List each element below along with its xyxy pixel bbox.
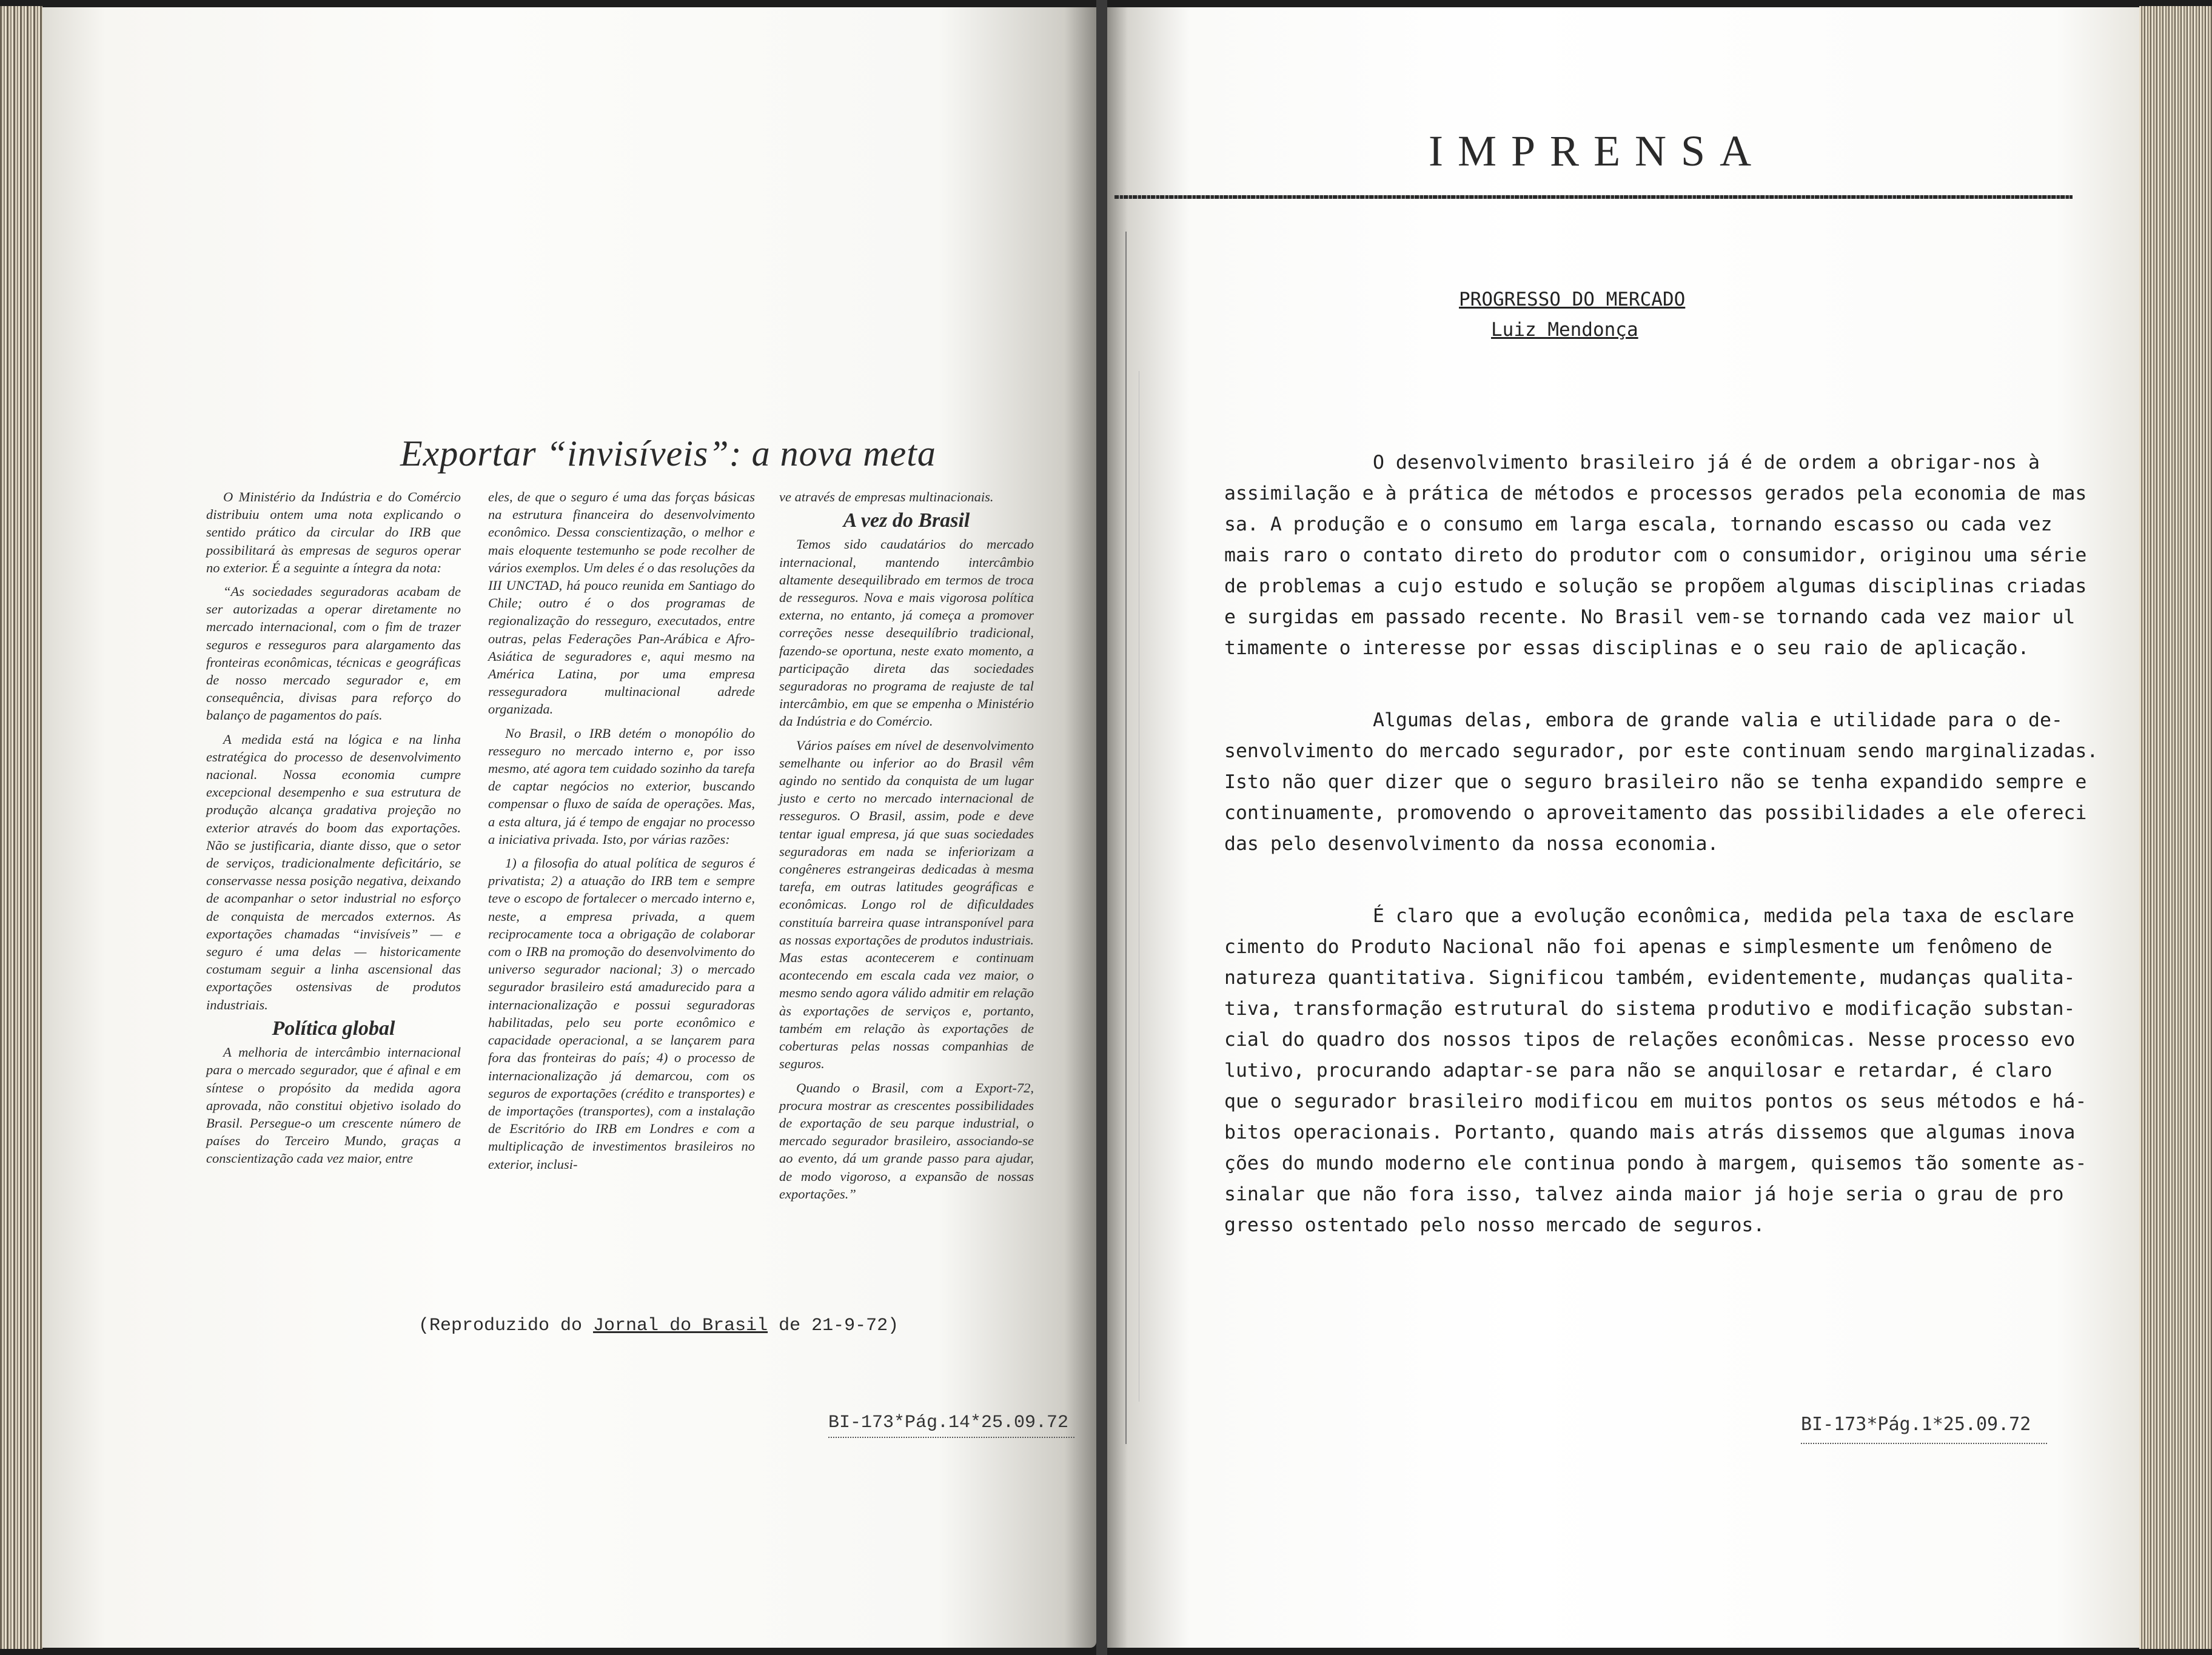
text-line: natureza quantitativa. Significou também, evidentemente, mudanças qualita-	[1224, 967, 2076, 989]
page-stack-left	[0, 6, 42, 1649]
book-gutter	[1096, 0, 1107, 1655]
source-note-prefix: (Reproduzido do	[418, 1316, 594, 1336]
margin-line	[1125, 232, 1127, 1444]
text-line: cial do quadro dos nossos tipos de relações econômicas. Nesse processo evo	[1224, 1029, 2076, 1051]
section-header: IMPRENSA	[1429, 127, 1766, 175]
text-line: e surgidas em passado recente. No Brasil vem-se tornando cada vez maior ul	[1224, 606, 2076, 628]
text-line: timamente o interesse por essas disciplinas e o seu raio de aplicação.	[1224, 637, 2029, 659]
paragraph: Quando o Brasil, com a Export-72, procura mostrar as crescentes possibilidades de exportação de seu parque industrial, o mercado segurador brasileiro, associando-se ao evento, dá um grande passo para ajudar, de modo vigoroso, a expansão de nossas exportações.”	[779, 1080, 1034, 1202]
paragraph: No Brasil, o IRB detém o monopólio do resseguro no mercado interno e, por isso mesmo, até agora tem cuidado sozinho da tarefa de captar negócios no exterior, buscando compensar o fluxo de saída de operações. Mas, a esta altura, já é tempo de engajar no processo a iniciativa privada. Isto, por várias razões:	[488, 725, 755, 847]
text-line: que o segurador brasileiro modificou em muitos pontos os seus métodos e há-	[1224, 1091, 2087, 1112]
text-line: cimento do Produto Nacional não foi apenas e simplesmente um fenômeno de	[1224, 936, 2053, 958]
left-page	[42, 7, 1096, 1648]
column-1	[206, 488, 461, 1174]
paragraph: Vários países em nível de desenvolvimento semelhante ou inferior ao do Brasil vêm agindo no sentido da conquista de um lugar justo e certo no mercado internacional de resseguros. O Brasil, assim, pode e deve tentar igual empresa, já que suas sociedades seguradoras em nada se inferiorizam a congêneres estrangeiras dedicadas à mesma tarefa, em outras latitudes geográficas e econômicas. Longo rol de dificuldades constituía barreira quase intransponível para as nossas exportações de produtos industriais. Mas estas acontecerem e continuam acontecendo em escala cada vez maior, o mesmo sendo agora válido admitir em relação às exportações de serviços e, portanto, também em relação às exportações de coberturas pelas nossas companhias de seguros.	[779, 737, 1034, 1072]
text-line: É claro que a evolução econômica, medida pela taxa de esclare	[1373, 905, 2074, 927]
text-line: lutivo, procurando adaptar-se para não se anquilosar e retardar, é claro	[1224, 1060, 2053, 1082]
paragraph: Temos sido caudatários do mercado internacional, mantendo intercâmbio altamente desequilibrado em termos de troca de resseguros. Nova e mais vigorosa política externa, no entanto, já começa a promover correções nesse desequilíbrio tradicional, fazendo-se oportuna, neste exato momento, a participação direta das sociedades seguradoras no programa de reajuste de tal intercâmbio, em que se empenha o Ministério da Indústria e do Comércio.	[779, 537, 1034, 729]
text-line: gresso ostentado pelo nosso mercado de seguros.	[1224, 1214, 1765, 1236]
page-stack-right	[2139, 6, 2212, 1649]
article-title: Exportar “invisíveis”: a nova meta	[400, 433, 936, 473]
header-rule	[1114, 195, 2073, 199]
text-line: Isto não quer dizer que o seguro brasileiro não se tenha expandido sempre e	[1224, 771, 2087, 793]
text-line: mais raro o contato direto do produtor com o consumidor, originou uma série	[1224, 544, 2087, 566]
paragraph: 1) a filosofia do atual política de seguros é privatista; 2) a atuação do IRB tem e sempre teve o escopo de fortalecer o mercado interno e, neste, a empresa privada, a quem reciprocamente toca a obrigação de colaborar com o IRB na promoção do desenvolvimento do universo segurador nacional; 3) o mercado segurador brasileiro está amadurecido para a internacionalização e possui seguradoras habilitadas, pelo seu porte econômico e capacidade operacional, a se lançarem para fora das fronteiras do país; 4) o processo de internacionalização já demarcou, com os seguros de exportações (crédito e transportes) e de importações (transportes), com a instalação de Escritório do IRB em Londres e com a multiplicação de investimentos brasileiros no exterior, inclusi-	[488, 855, 755, 1172]
footer-rule	[1801, 1443, 2047, 1444]
article-title: PROGRESSO DO MERCADO	[1459, 289, 1686, 310]
text-line: Algumas delas, embora de grande valia e utilidade para o de-	[1373, 709, 2063, 731]
text-line: ções do mundo moderno ele continua pondo à margem, quisemos tão somente as-	[1224, 1152, 2087, 1174]
section-heading: Política global	[272, 1017, 395, 1040]
text-line: de problemas a cujo estudo e solução se propõem algumas disciplinas criadas	[1224, 575, 2087, 597]
text-line: tiva, transformação estrutural do sistema produtivo e modificação substan-	[1224, 998, 2076, 1020]
text-line: sa. A produção e o consumo em larga escala, tornando escasso ou cada vez	[1224, 513, 2053, 535]
paragraph: A melhoria de intercâmbio internacional para o mercado segurador, que é afinal e em síntese o propósito da medida agora aprovada, não constitui objetivo isolado do Brasil. Persegue-o um crescente número de países do Terceiro Mundo, graças a conscientização cada vez maior, entre	[206, 1045, 461, 1166]
right-page	[1107, 7, 2139, 1648]
article-author: Luiz Mendonça	[1491, 319, 1638, 341]
source-note-date: de 21-9-72)	[768, 1316, 899, 1336]
paragraph: O Ministério da Indústria e do Comércio distribuiu ontem uma nota explicando o sentido prático da circular do IRB que possibilitará às empresas de seguros operar no exterior. É a seguinte a íntegra da nota:	[206, 489, 461, 575]
paragraph: ve através de empresas multinacionais.	[779, 489, 994, 504]
text-line: assimilação e à prática de métodos e processos gerados pela economia de mas	[1224, 483, 2087, 504]
paragraph: A medida está na lógica e na linha estratégica do processo de desenvolvimento nacional. Nossa economia cumpre excepcional desempenho e sua estrutura de produção alcança gradativa projeção no exterior através do boom das exportações. Não se justificaria, diante disso, que o setor de serviços, tradicionalmente deficitário, se conservasse nessa posição negativa, deixando de acompanhar o setor industrial no esforço de conquista de mercados externos. As exportações chamadas “invisíveis” — e seguro é uma delas — historicamente costumam seguir a linha ascensional das exportações ostensivas de produtos industriais.	[206, 731, 461, 1012]
text-line: sinalar que não fora isso, talvez ainda maior já hoje seria o grau de pro	[1224, 1183, 2064, 1205]
section-heading: A vez do Brasil	[843, 509, 970, 532]
column-2	[488, 488, 755, 1179]
text-line: das pelo desenvolvimento da nossa economia.	[1224, 833, 1719, 855]
text-line: continuamente, promovendo o aproveitamento das possibilidades a ele ofereci	[1224, 802, 2087, 824]
column-3	[779, 488, 1034, 1209]
paragraph: eles, de que o seguro é uma das forças básicas na estrutura financeira do desenvolvimento econômico. Dessa conscientização, o melhor e mais eloquente testemunho se pode recolher de vários exemplos. Um deles é o das resoluções da III UNCTAD, há pouco reunida em Santiago do Chile; outro é o dos programas de regionalização do resseguro, executados, entre outras, pelas Federações Pan-Arábica e Afro-Asiática de seguradores e, aqui mesmo na América Latina, por uma empresa resseguradora multinacional adrede organizada.	[488, 489, 755, 717]
source-note	[418, 1316, 899, 1336]
paragraph: “As sociedades seguradoras acabam de ser autorizadas a operar diretamente no mercado internacional, com o fim de trazer seguros e resseguros para alargamento das fronteiras econômicas, técnicas e geográficas de nosso mercado segurador e, em consequência, divisas para reforço do balanço de pagamentos do país.	[206, 584, 461, 723]
text-line: O desenvolvimento brasileiro já é de ordem a obrigar-nos à	[1373, 452, 2040, 473]
footer-rule	[828, 1437, 1074, 1438]
page-footer-left: BI-173*Pág.14*25.09.72	[828, 1413, 1069, 1433]
source-note-publication: Jornal do Brasil	[593, 1316, 768, 1336]
page-footer-right: BI-173*Pág.1*25.09.72	[1801, 1414, 2031, 1435]
text-line: bitos operacionais. Portanto, quando mais atrás dissemos que algumas inova	[1224, 1122, 2076, 1143]
text-line: senvolvimento do mercado segurador, por este continuam sendo marginalizadas.	[1224, 740, 2099, 762]
